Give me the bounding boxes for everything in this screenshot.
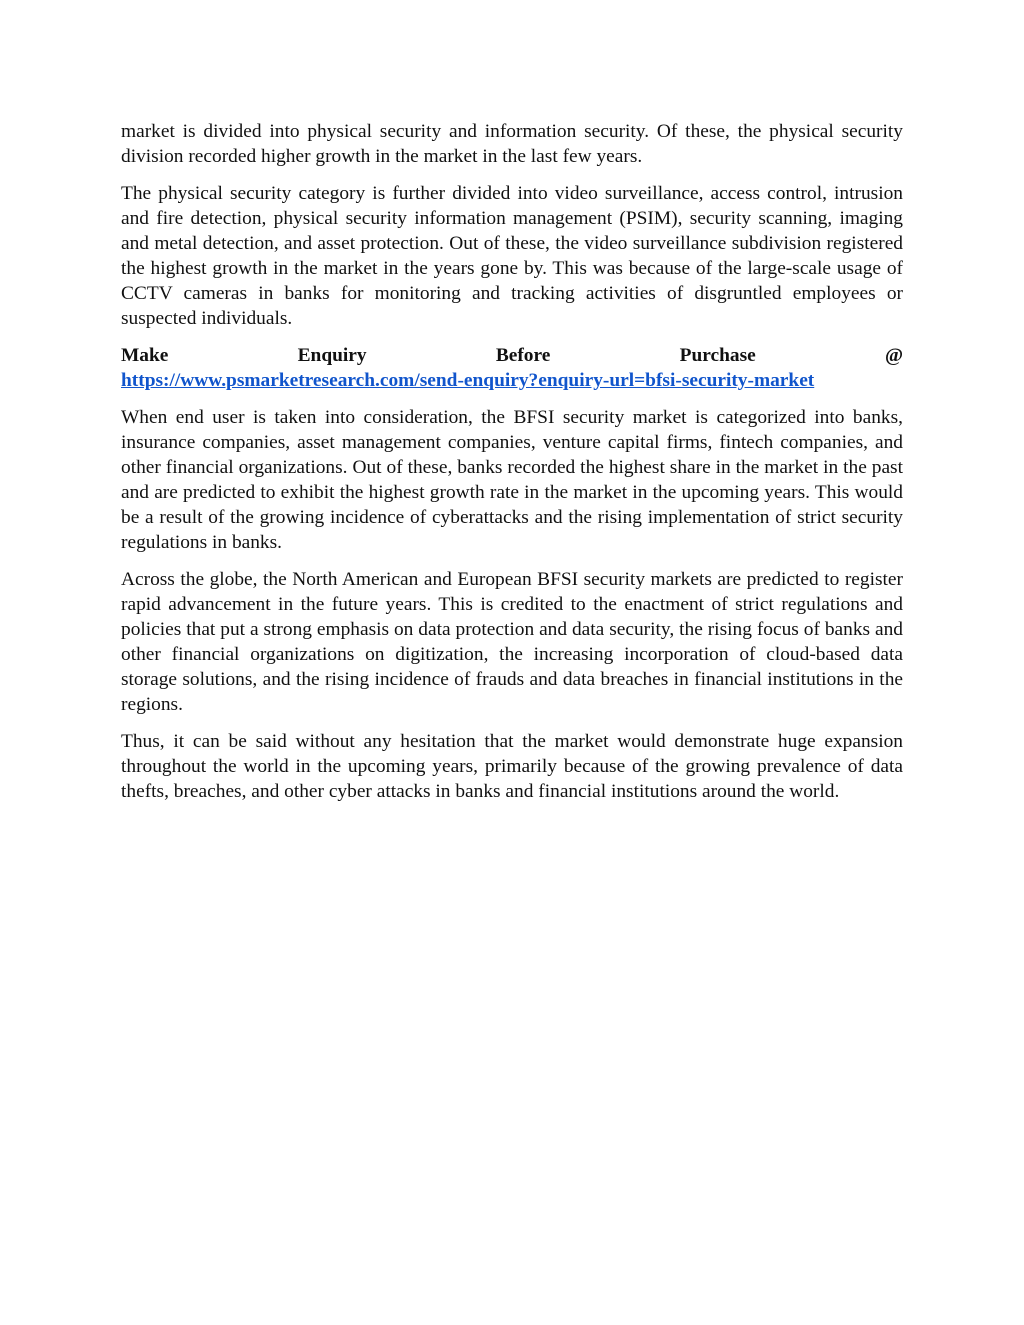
- enquiry-block: [121, 343, 903, 393]
- paragraph-end-user: When end user is taken into consideration, the BFSI security market is categorized into banks, insurance companies, asset management companies, venture capital firms, fintech companies, and other financial organizations. Out of these, banks recorded the highest share in the market in the past and are predicted to exhibit the highest growth rate in the market in the upcoming years. This would be a result of the growing incidence of cyberattacks and the rising implementation of strict security regulations in banks.: [121, 407, 903, 553]
- document-page: [121, 119, 903, 816]
- paragraph-segmentation: market is divided into physical security and information security. Of these, the physical security division recorded higher growth in the market in the last few years.: [121, 121, 903, 167]
- paragraph-physical-security: The physical security category is further divided into video surveillance, access control, intrusion and fire detection, physical security information management (PSIM), security scanning, imaging and metal detection, and asset protection. Out of these, the video surveillance subdivision registered the highest growth in the market in the years gone by. This was because of the large-scale usage of CCTV cameras in banks for monitoring and tracking activities of disgruntled employees or suspected individuals.: [121, 183, 903, 329]
- enquiry-heading: [121, 343, 903, 368]
- enquiry-word-make: Make: [121, 345, 169, 366]
- paragraph-conclusion: Thus, it can be said without any hesitation that the market would demonstrate huge expansion throughout the world in the upcoming years, primarily because of the growing prevalence of data thefts, breaches, and other cyber attacks in banks and financial institutions around the world.: [121, 731, 903, 802]
- enquiry-word-enquiry: Enquiry: [297, 345, 367, 366]
- enquiry-word-before: Before: [495, 345, 551, 366]
- enquiry-link[interactable]: https://www.psmarketresearch.com/send-enquiry?enquiry-url=bfsi-security-market: [121, 370, 815, 391]
- enquiry-word-at: @: [884, 345, 903, 366]
- enquiry-word-purchase: Purchase: [679, 345, 756, 366]
- paragraph-regional: Across the globe, the North American and European BFSI security markets are predicted to register rapid advancement in the future years. This is credited to the enactment of strict regulations and policies that put a strong emphasis on data protection and data security, the rising focus of banks and other financial organizations on digitization, the increasing incorporation of cloud-based data storage solutions, and the rising incidence of frauds and data breaches in financial institutions in the regions.: [121, 569, 903, 715]
